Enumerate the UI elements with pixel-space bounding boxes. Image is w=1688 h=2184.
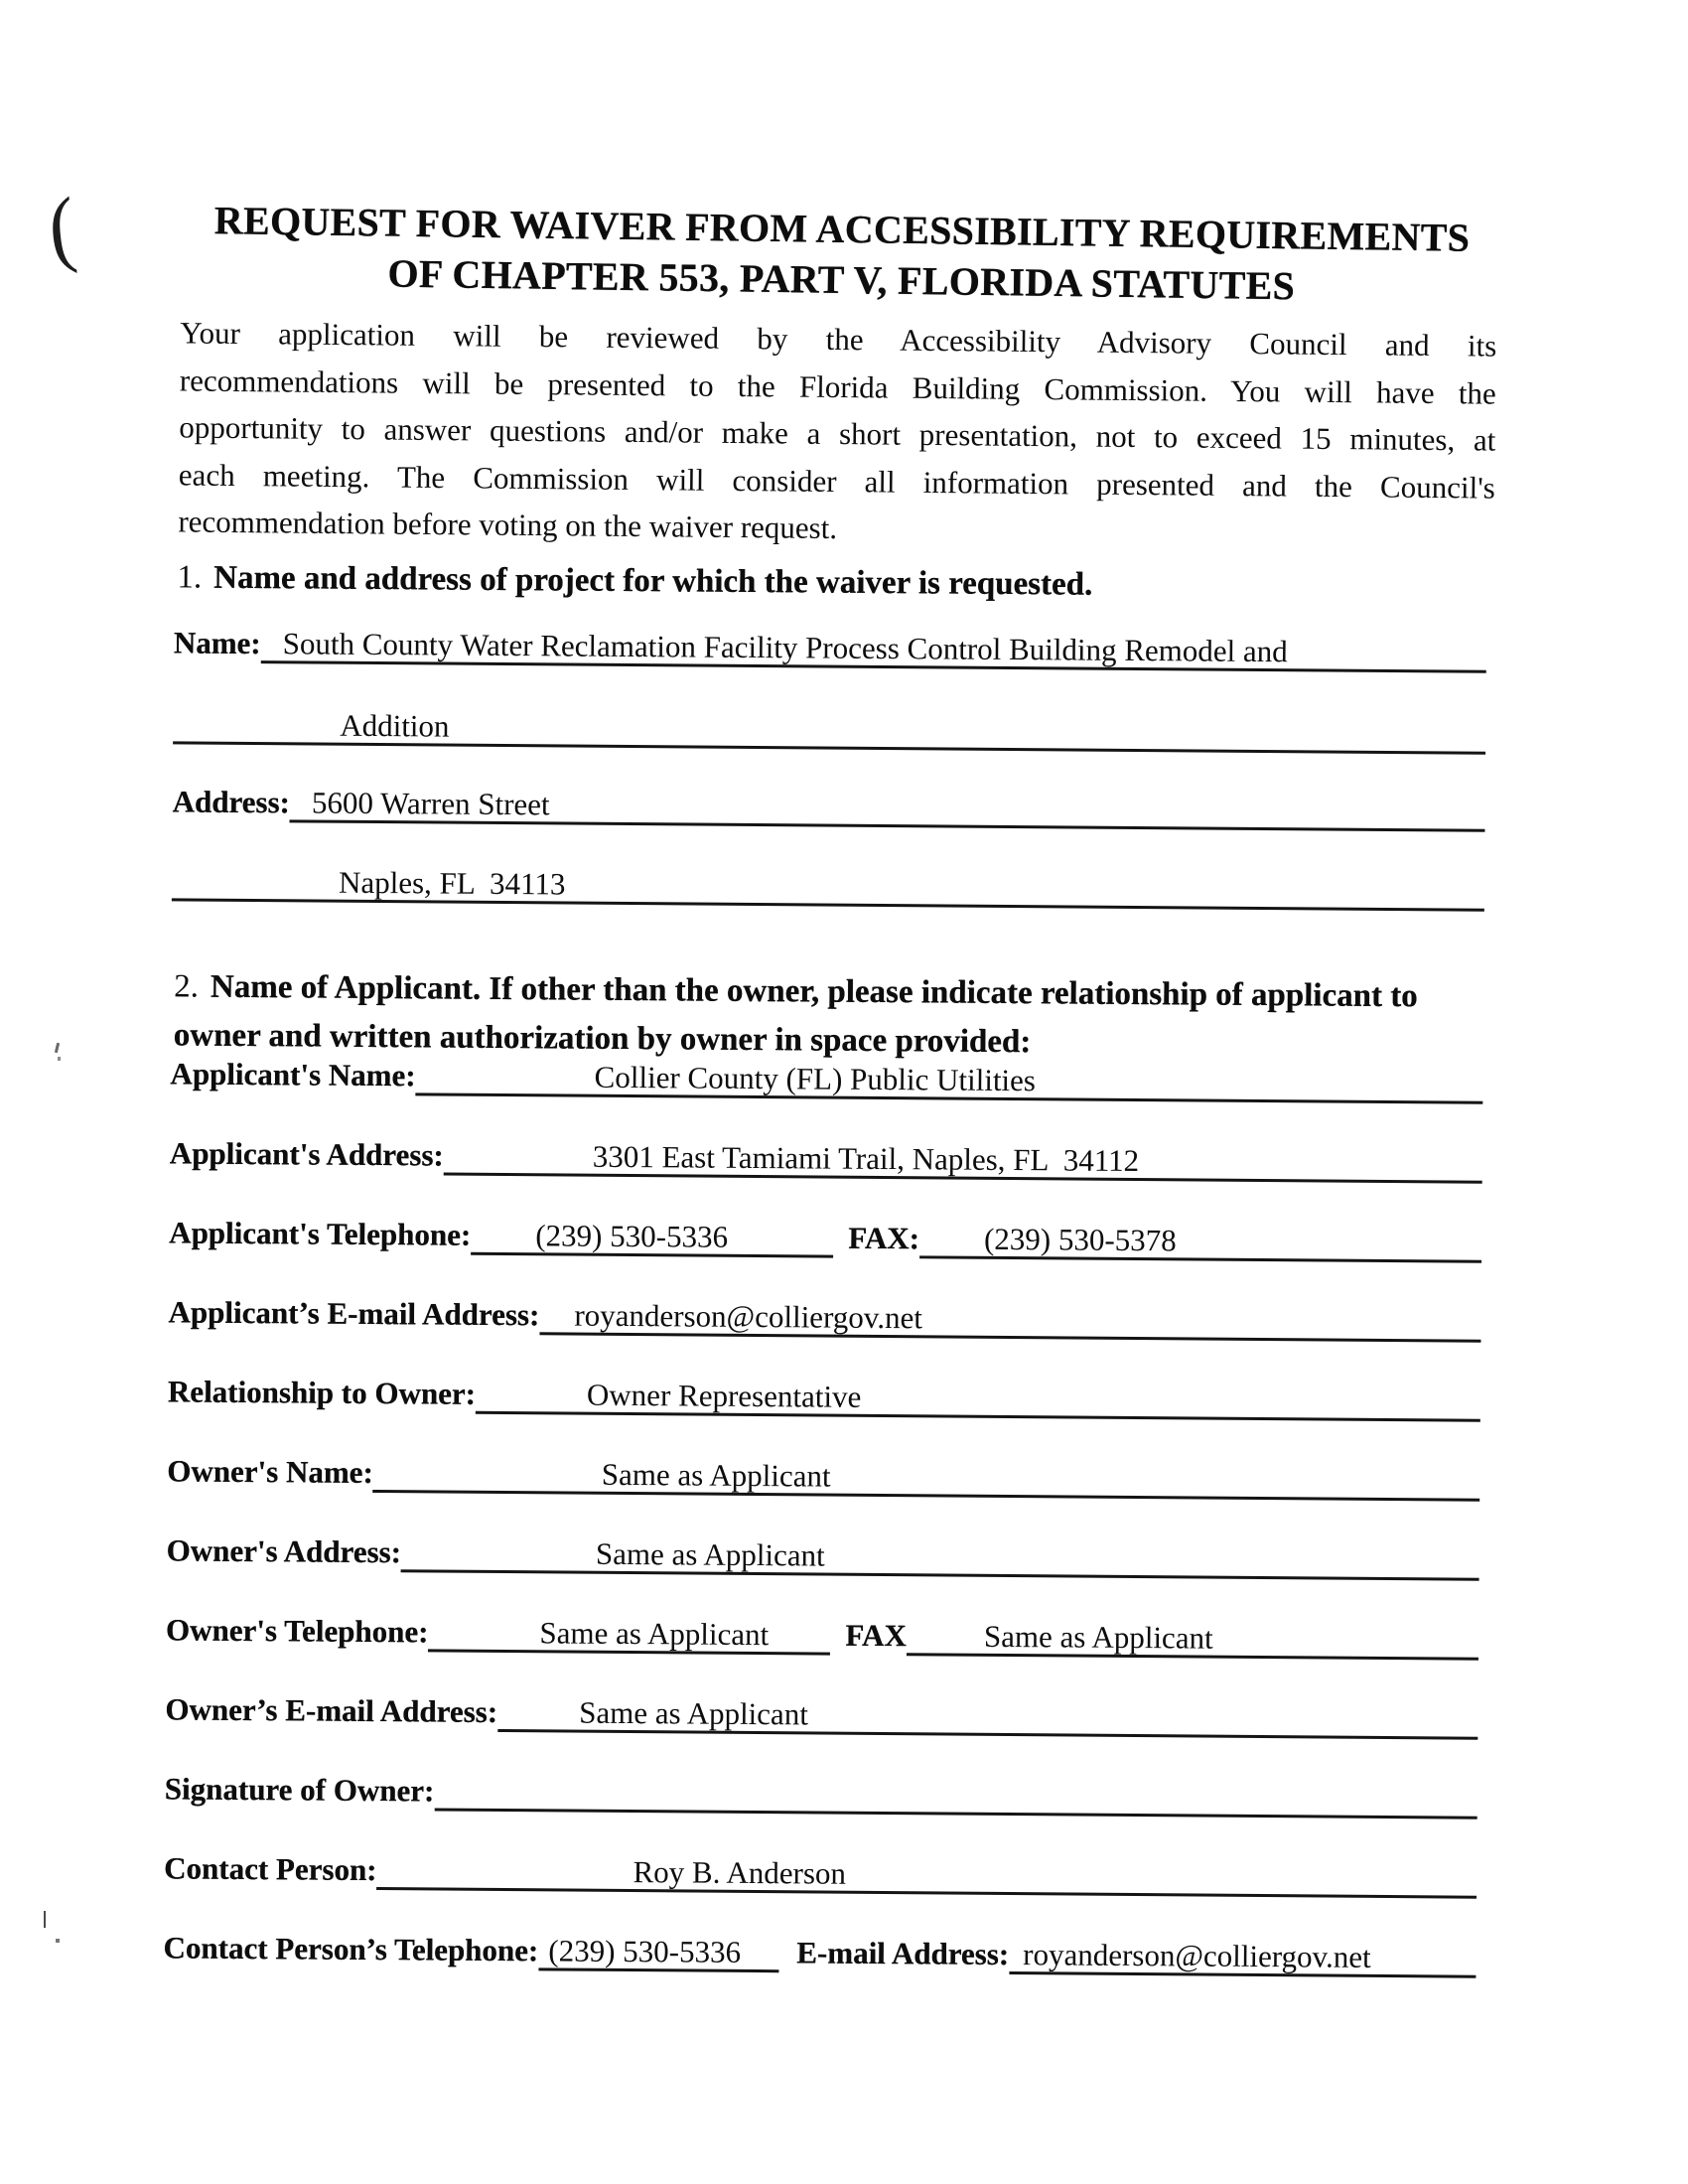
applicant-name-underline bbox=[415, 1056, 1482, 1103]
applicant-address-value: 3301 East Tamiami Trail, Naples, FL 34112 bbox=[592, 1138, 1140, 1179]
owner-name-label: Owner's Name: bbox=[167, 1453, 373, 1490]
signature-label: Signature of Owner: bbox=[164, 1771, 435, 1809]
contact-person-value: Roy B. Anderson bbox=[633, 1854, 847, 1891]
project-address-underline-2 bbox=[172, 861, 1484, 911]
intro-line: Your application will be reviewed by the Accessibility Advisory Council and its bbox=[180, 315, 1497, 364]
owner-name-underline bbox=[373, 1453, 1480, 1502]
project-name-value-line1: South County Water Reclamation Facility Process Control Building Remodel and bbox=[282, 626, 1288, 669]
relationship-value: Owner Representative bbox=[586, 1377, 862, 1414]
intro-line: each meeting. The Commission will consider all information presented and the Council's bbox=[178, 456, 1496, 506]
applicant-address-label: Applicant's Address: bbox=[169, 1135, 444, 1173]
contact-telephone-label: Contact Person’s Telephone: bbox=[163, 1930, 539, 1968]
document-title bbox=[0, 192, 1686, 317]
owner-email-label: Owner’s E-mail Address: bbox=[165, 1691, 498, 1729]
project-name-label: Name: bbox=[173, 625, 261, 661]
owner-address-underline bbox=[401, 1532, 1479, 1581]
section-2-number: 2. bbox=[174, 968, 200, 1005]
applicant-email-label: Applicant’s E-mail Address: bbox=[168, 1294, 540, 1333]
applicant-name-value: Collier County (FL) Public Utilities bbox=[594, 1059, 1037, 1098]
applicant-email-underline bbox=[539, 1295, 1481, 1342]
field-row-relationship bbox=[168, 1372, 1480, 1421]
signature-value bbox=[435, 1771, 1477, 1779]
field-row-contact-telephone bbox=[163, 1928, 1476, 1977]
relationship-label: Relationship to Owner: bbox=[167, 1374, 477, 1411]
contact-person-label: Contact Person: bbox=[164, 1850, 377, 1888]
owner-address-value: Same as Applicant bbox=[595, 1535, 825, 1573]
field-row-signature bbox=[165, 1769, 1477, 1819]
applicant-fax-underline bbox=[919, 1219, 1481, 1262]
handwritten-paren-mark: ( bbox=[44, 178, 80, 277]
field-row-project-address-continued bbox=[172, 861, 1484, 911]
owner-name-value: Same as Applicant bbox=[601, 1456, 831, 1494]
owner-email-value: Same as Applicant bbox=[579, 1694, 809, 1732]
owner-telephone-label: Owner's Telephone: bbox=[165, 1612, 429, 1650]
field-row-project-name bbox=[174, 623, 1486, 672]
project-name-underline bbox=[261, 624, 1486, 673]
owner-email-underline bbox=[497, 1692, 1478, 1740]
applicant-telephone-label: Applicant's Telephone: bbox=[169, 1215, 472, 1252]
section-2-heading-line2: owner and written authorization by owner in space provided: bbox=[173, 1017, 1032, 1061]
contact-email-underline bbox=[1009, 1935, 1477, 1978]
section-1-heading bbox=[177, 553, 1502, 612]
owner-fax-value: Same as Applicant bbox=[983, 1618, 1213, 1656]
field-row-applicant-address bbox=[170, 1133, 1482, 1183]
project-name-value-line2: Addition bbox=[340, 707, 450, 744]
document-title-line1: REQUEST FOR WAIVER FROM ACCESSIBILITY REQUIREMENTS bbox=[213, 198, 1471, 260]
section-1-heading-text: Name and address of project for which the waiver is requested. bbox=[213, 559, 1093, 603]
contact-telephone-value: (239) 530-5336 bbox=[548, 1933, 742, 1969]
owner-address-label: Owner's Address: bbox=[166, 1532, 402, 1570]
owner-telephone-underline bbox=[428, 1612, 830, 1655]
contact-telephone-underline bbox=[538, 1931, 778, 1972]
owner-fax-label: FAX bbox=[845, 1617, 908, 1654]
applicant-fax-label: FAX: bbox=[848, 1220, 920, 1256]
signature-underline bbox=[434, 1771, 1477, 1819]
document-title-line2: OF CHAPTER 553, PART V, FLORIDA STATUTES bbox=[387, 250, 1296, 309]
field-row-owner-address bbox=[167, 1530, 1479, 1580]
applicant-telephone-value: (239) 530-5336 bbox=[535, 1218, 729, 1254]
project-address-value-line1: 5600 Warren Street bbox=[311, 785, 550, 822]
intro-line: recommendation before voting on the waiver request. bbox=[178, 504, 838, 546]
applicant-name-label: Applicant's Name: bbox=[170, 1056, 416, 1093]
contact-email-label: E-mail Address: bbox=[796, 1935, 1010, 1972]
project-address-label: Address: bbox=[172, 784, 291, 820]
applicant-fax-value: (239) 530-5378 bbox=[983, 1221, 1177, 1258]
project-address-underline bbox=[290, 783, 1485, 831]
owner-fax-underline bbox=[907, 1616, 1478, 1661]
contact-person-underline bbox=[376, 1850, 1477, 1899]
applicant-email-value: royanderson@colliergov.net bbox=[574, 1297, 923, 1336]
field-row-project-name-continued bbox=[173, 704, 1485, 754]
contact-email-value: royanderson@colliergov.net bbox=[1023, 1937, 1371, 1974]
section-2-heading bbox=[174, 962, 1500, 1070]
relationship-underline bbox=[476, 1375, 1480, 1422]
field-row-owner-telephone bbox=[166, 1610, 1478, 1660]
intro-paragraph bbox=[178, 309, 1496, 558]
project-address-value-line2: Naples, FL 34113 bbox=[338, 864, 566, 902]
section-2-heading-text1: Name of Applicant. If other than the owner, please indicate relationship of applicant to bbox=[210, 968, 1418, 1015]
intro-line: opportunity to answer questions and/or make a short presentation, not to exceed 15 minutes, at bbox=[179, 409, 1496, 458]
field-row-applicant-email bbox=[168, 1292, 1480, 1342]
intro-line: recommendations will be presented to the Florida Building Commission. You will have the bbox=[179, 362, 1496, 411]
field-row-project-address bbox=[173, 782, 1485, 831]
applicant-address-underline bbox=[444, 1136, 1482, 1184]
field-row-applicant-telephone bbox=[169, 1213, 1481, 1262]
field-row-contact-person bbox=[164, 1848, 1477, 1898]
section-1-number: 1. bbox=[177, 559, 203, 596]
project-name-underline-2 bbox=[173, 704, 1485, 754]
field-row-owner-name bbox=[167, 1451, 1479, 1501]
field-row-owner-email bbox=[165, 1689, 1477, 1739]
applicant-telephone-underline bbox=[471, 1216, 833, 1258]
owner-telephone-value: Same as Applicant bbox=[539, 1615, 770, 1653]
